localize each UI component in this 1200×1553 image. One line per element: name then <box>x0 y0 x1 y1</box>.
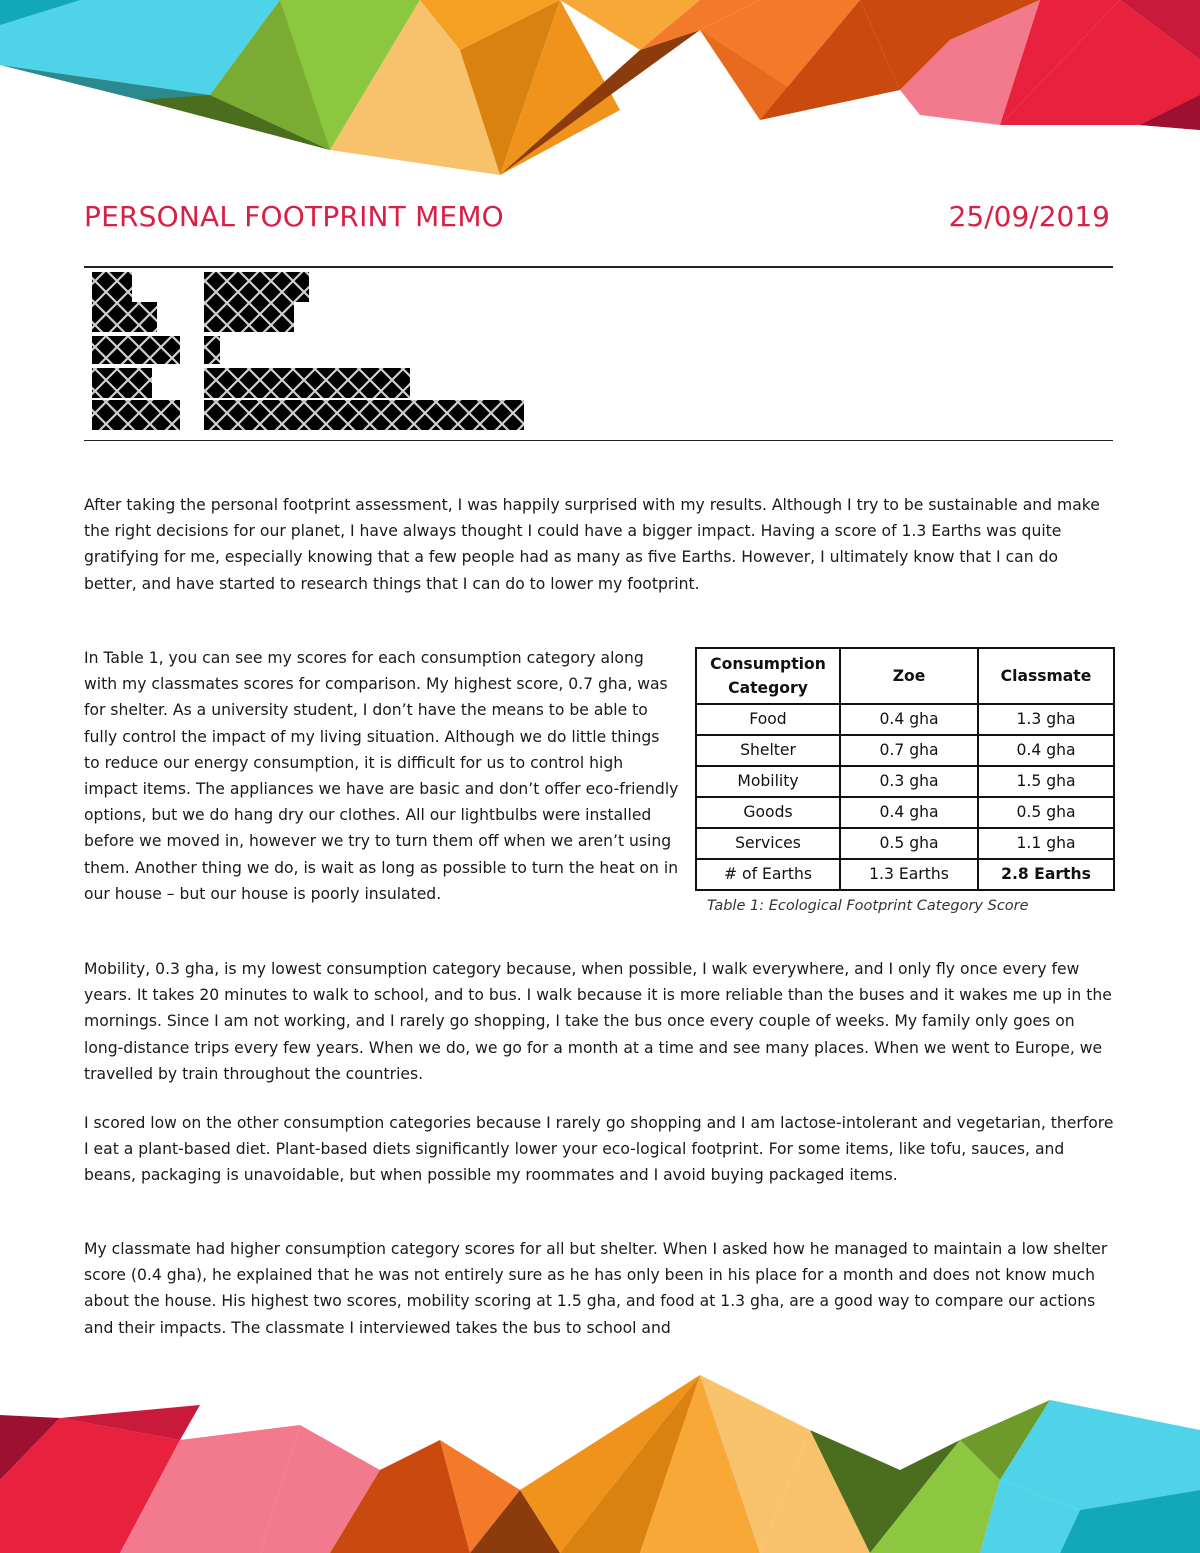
memo-title: PERSONAL FOOTPRINT MEMO <box>84 200 504 233</box>
bottom-decorative-banner <box>0 1370 1200 1553</box>
cell-category: # of Earths <box>696 859 840 890</box>
cell-classmate: 1.1 gha <box>978 828 1114 859</box>
table-row <box>696 735 1114 766</box>
paragraph-mobility: Mobility, 0.3 gha, is my lowest consumption category because, when possible, I walk everywhere, and I only fly once every few years. It takes 20 minutes to walk to school, and to bus. I walk because it is more reliable than the buses and it wakes me up in the mornings. Since I am not working, and I rarely go shopping, I take the bus once every couple of weeks. My family only goes on long-distance trips every few years. When we do, we go for a month at a time and see many places. When we went to Europe, we travelled by train throughout the countries. <box>84 960 1112 1083</box>
footprint-table-container <box>695 647 1115 891</box>
redacted-address-block <box>84 270 534 435</box>
cell-category: Goods <box>696 797 840 828</box>
cell-category: Services <box>696 828 840 859</box>
cell-zoe: 0.7 gha <box>840 735 978 766</box>
cell-zoe: 0.3 gha <box>840 766 978 797</box>
memo-date: 25/09/2019 <box>948 200 1110 233</box>
table-header-row <box>696 648 1114 704</box>
cell-classmate: 1.5 gha <box>978 766 1114 797</box>
cell-zoe: 1.3 Earths <box>840 859 978 890</box>
header-classmate: Classmate <box>978 648 1114 704</box>
cell-classmate: 2.8 Earths <box>978 859 1114 890</box>
cell-classmate: 0.5 gha <box>978 797 1114 828</box>
paragraph-intro: After taking the personal footprint assessment, I was happily surprised with my results. Although I try to be sustainable and make the right decisions for our planet, I have always thought I could have a bigger impact. Having a score of 1.3 Earths was quite gratifying for me, especially knowing that a few people had as many as five Earths. However, I ultimately know that I can do better, and have started to research things that I can do to lower my footprint. <box>84 496 1100 593</box>
table-row <box>696 766 1114 797</box>
header-divider-bottom <box>84 440 1113 441</box>
cell-category: Shelter <box>696 735 840 766</box>
cell-category: Food <box>696 704 840 735</box>
cell-classmate: 1.3 gha <box>978 704 1114 735</box>
cell-classmate: 0.4 gha <box>978 735 1114 766</box>
paragraph-other-categories: I scored low on the other consumption categories because I rarely go shopping and I am lactose-intolerant and vegetarian, therfore I eat a plant-based diet. Plant-based diets significantly lower your eco-logical footprint. For some items, like tofu, sauces, and beans, packaging is unavoidable, but when possible my roommates and I avoid buying packaged items. <box>84 1114 1114 1185</box>
cell-zoe: 0.4 gha <box>840 797 978 828</box>
table-row-total <box>696 859 1114 890</box>
table-row <box>696 704 1114 735</box>
table-caption: Table 1: Ecological Footprint Category Score <box>707 898 1029 914</box>
header-zoe: Zoe <box>840 648 978 704</box>
cell-zoe: 0.4 gha <box>840 704 978 735</box>
paragraph-table-discussion: In Table 1, you can see my scores for each consumption category along with my classmates scores for comparison. My highest score, 0.7 gha, was for shelter. As a university student, I don’t have the means to be able to fully control the impact of my living situation. Although we do little things to reduce our energy consumption, it is difficult for us to control high impact items. The appliances we have are basic and don’t offer eco-friendly options, but we do hang dry our clothes. All our lightbulbs were installed before we moved in, however we try to turn them off when we aren’t using them. Another thing we do, is wait as long as possible to turn the heat on in our house – but our house is poorly insulated. <box>84 649 679 903</box>
table-row <box>696 828 1114 859</box>
cell-category: Mobility <box>696 766 840 797</box>
header-divider-top <box>84 266 1113 268</box>
table-row <box>696 797 1114 828</box>
paragraph-classmate: My classmate had higher consumption category scores for all but shelter. When I asked how he managed to maintain a low shelter score (0.4 gha), he explained that he was not entirely sure as he has only been in his place for a month and does not know much about the house. His highest two scores, mobility scoring at 1.5 gha, and food at 1.3 gha, are a good way to compare our actions and their impacts. The classmate I interviewed takes the bus to school and <box>84 1240 1108 1337</box>
footprint-score-table <box>695 647 1115 891</box>
header-category: Consumption Category <box>696 648 840 704</box>
cell-zoe: 0.5 gha <box>840 828 978 859</box>
top-decorative-banner <box>0 0 1200 180</box>
